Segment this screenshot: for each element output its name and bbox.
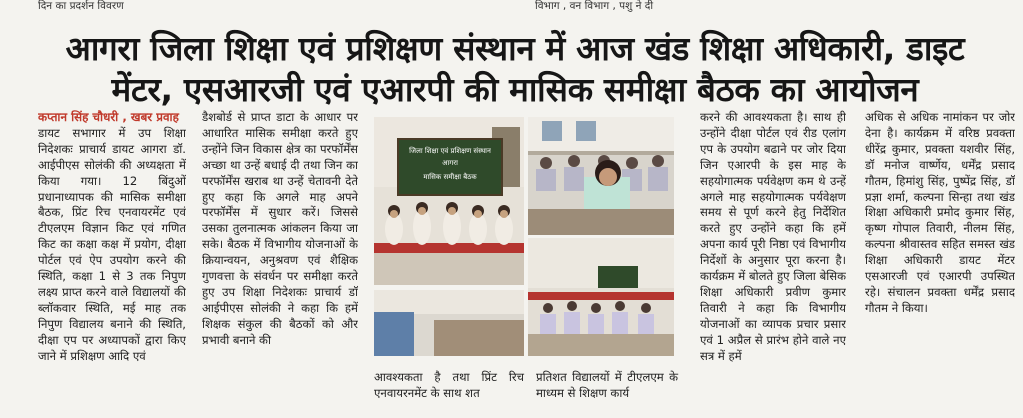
top-strip-right: विभाग , वन विभाग , पशु ने दी	[535, 0, 654, 12]
article-headline	[20, 28, 1010, 110]
column-3-text: करने की आवश्यकता है। साथ ही उन्होंने दीक्षा पोर्टल एवं रीड एलांग एप के उपयोग बढाने पर जोर दिया जिन एआरपी के इस माह के सहयोगात्मक पर्यवेक्षण कम थे उन्हें अगले माह सहयोगात्मक पर्यवेक्षण समय से पूर्ण करने हेतु निर्देशित करते हुए उन्होंने कहा कि हमें अपना कार्य पूरी निष्ठा एवं विभागीय निर्देशों के अनुसार पूरा करना है। कार्यक्रम में बोलते हुए जिला बेसिक शिक्षा अधिकारी प्रवीण कुमार तिवारी ने कहा कि विभागीय योजनाओं का व्यापक प्रचार प्रसार एवं 1 अप्रैल से प्रारंभ होने वाले नए सत्र में हमें	[700, 110, 846, 363]
photo-meeting-stage	[374, 117, 524, 285]
photo-hall-image	[528, 238, 674, 356]
photo-audience-image	[528, 117, 674, 235]
article-column-3	[700, 110, 846, 415]
article-column-4	[865, 110, 1015, 360]
headline-line-1: आगरा जिला शिक्षा एवं प्रशिक्षण संस्थान में आज खंड शिक्षा अधिकारी, डाइट	[65, 29, 965, 68]
under-photo-text-left: आवश्यकता है तथा प्रिंट रिच एनवायरनमेंट के साथ शत	[374, 370, 524, 400]
article-column-2	[202, 110, 358, 415]
banner-line-2: आगरा	[442, 159, 458, 167]
column-1-text: डायट सभागार में उप शिक्षा निदेशकः प्राचार्य डायट आगरा डॉ. आईपीएस सोलंकी की अध्यक्षता में किया गया। 12 बिंदुओं प्रधानाध्यापक की मासिक समीक्षा बैठक, प्रिंट रिच एनवायरमेंट एवं टीएलएम विज्ञान किट एवं गणित किट का कक्षा कक्ष में प्रयोग, दीक्षा पोर्टल एवं ऐप उपयोग करने की स्थिति, कक्षा 1 से 3 तक निपुण लक्ष्य प्राप्त करने वाले विद्यालयों की ब्लॉकवार स्थिति, मई माह तक निपुण विद्यालय बनाने की स्थिति, दीक्षा एप पर अध्यापकों द्वारा किए जाने में प्रशिक्षण आदि एवं	[38, 125, 186, 363]
banner-line-3: मासिक समीक्षा बैठक	[423, 173, 477, 181]
column-4-text: अधिक से अधिक नामांकन पर जोर देना है। कार्यक्रम में वरिष्ठ प्रवक्ता धीरेंद्र कुमार, प्रवक्ता यशवीर सिंह, डॉ मनोज वार्ष्णेय, धर्मेंद्र प्रसाद गौतम, हिमांशु सिंह, पुष्पेंद्र सिंह, डॉ प्रज्ञा शर्मा, कल्पना सिन्हा तथा खंड शिक्षा अधिकारी प्रमोद कुमार सिंह, कृष्ण गोपाल तिवारी, नीलम सिंह, कल्पना श्रीवास्तव सहित समस्त खंड शिक्षा अधिकारी डायट मेंटर एसआरजी एवं एआरपी उपस्थित रहे। संचालन प्रवक्ता धर्मेंद्र प्रसाद गौतम ने किया।	[865, 110, 1015, 315]
byline-author: कप्तान सिंह चौधरी	[38, 110, 119, 124]
byline: कप्तान सिंह चौधरी , खबर प्रवाह	[38, 110, 179, 124]
byline-publication: खबर प्रवाह	[130, 110, 179, 124]
photo-audience-seated	[528, 117, 674, 235]
photo-audience-back-image	[374, 290, 524, 356]
headline-line-2: मेंटर, एसआरजी एवं एआरपी की मासिक समीक्षा बैठक का आयोजन	[111, 70, 919, 109]
photo-audience-back	[374, 290, 524, 356]
photo-meeting-hall	[528, 238, 674, 356]
top-strip-left: दिन का प्रदर्शन विवरण	[38, 0, 124, 12]
photo-meeting-stage-image	[374, 117, 524, 285]
column-2-text: डैशबोर्ड से प्राप्त डाटा के आधार पर आधारित मासिक समीक्षा करते हुए उन्होंने जिन विकास क्षेत्र का परफॉर्मेंस अच्छा था उन्हें बधाई दी तथा जिन का परफॉर्मेंस खराब था उन्हें चेतावनी देते हुए कहा कि अगले माह अपने परफॉर्मेंस में सुधार करें। जिससे उसका तुलनात्मक आंकलन किया जा सके। बैठक में विभागीय योजनाओं के क्रियान्वयन, अनुश्रवण एवं शैक्षिक गुणवत्ता के संवर्धन पर समीक्षा करते हुए उप शिक्षा निदेशकः प्राचार्य डॉ आईपीएस सोलंकी ने कहा कि हमें शिक्षक संकुल की बैठकों को और प्रभावी बनाने की	[202, 110, 358, 347]
under-photo-text-right: प्रतिशत विद्यालयों में टीएलएम के माध्यम से शिक्षण कार्य	[536, 370, 678, 400]
banner-line-1: जिला शिक्षा एवं प्रशिक्षण संस्थान	[409, 147, 491, 155]
previous-article-strip	[0, 0, 1023, 22]
article-column-1	[38, 110, 186, 415]
